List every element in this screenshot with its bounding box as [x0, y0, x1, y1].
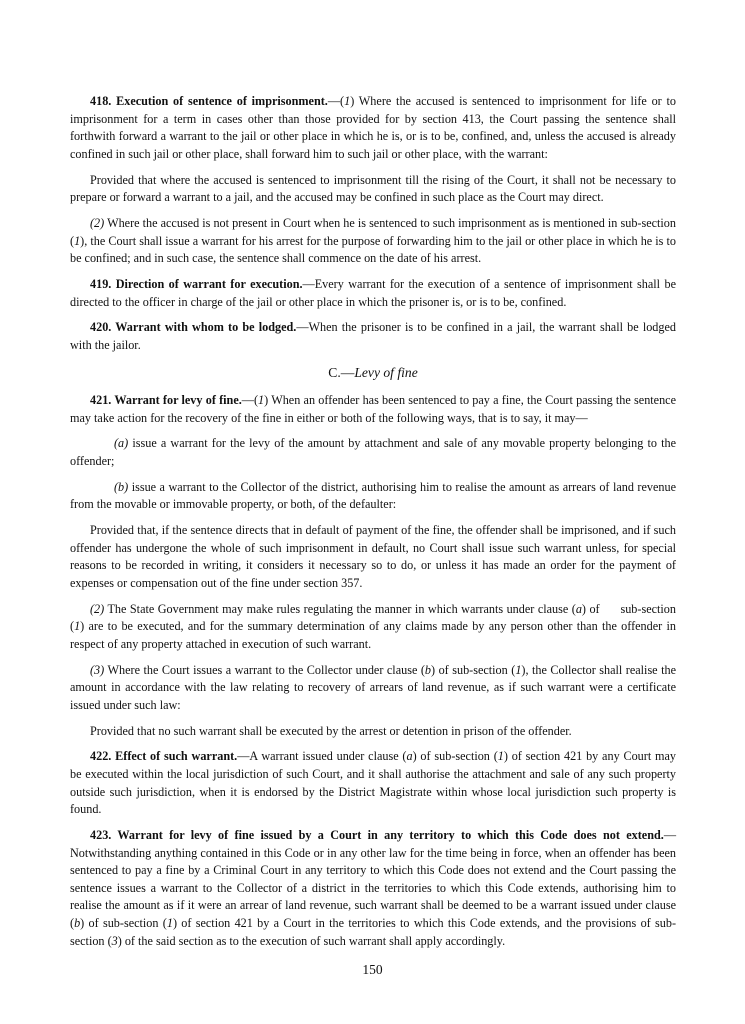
italic-run: a	[575, 601, 582, 616]
italic-run: a	[406, 749, 413, 764]
section-421-clause-b	[70, 479, 676, 514]
section-418-para-2	[70, 215, 676, 268]
section-421-para-2	[70, 601, 680, 654]
text-run: ) of sub-section (	[70, 601, 680, 634]
italic-run: 1	[515, 662, 522, 677]
section-421-para-3	[70, 662, 676, 715]
italic-run: 1	[497, 749, 504, 764]
section-418-heading: 418. Execution of sentence of imprisonment.	[90, 94, 328, 108]
text-run: Where the Court issues a warrant to the Collector under clause (	[104, 662, 425, 677]
section-419-heading: 419. Direction of warrant for execution.	[90, 276, 303, 291]
italic-run: 1	[166, 916, 173, 930]
italic-run: 1	[74, 619, 81, 634]
clause-label: (b)	[114, 479, 129, 494]
section-420	[70, 319, 676, 354]
italic-run: b	[74, 916, 81, 930]
text-run: ) of section 421 by a Court in the territories to which this Code extends, and the provisions of sub-section (	[70, 916, 677, 948]
text-run: —Every warrant for the execution of a sentence of imprisonment shall be directed to the officer in charge of the jail or other place in which the prisoner is, or is to be, confined.	[70, 276, 676, 309]
section-421-clause-a	[70, 435, 676, 470]
section-421-proviso-2: Provided that no such warrant shall be executed by the arrest or detention in prison of the offender.	[90, 723, 572, 738]
text-run: ) of sub-section (	[431, 662, 516, 677]
text-run: ) of sub-section (	[412, 749, 498, 764]
section-421-proviso-1: Provided that, if the sentence directs that in default of payment of the fine, the offender shall be imprisoned, and if such offender has undergone the whole of such imprisonment in default, no Court shall issue such warrant unless, for special reasons to be recorded in writing, it considers it necessary so to do, or unless it has made an order for the payment of expenses or compensation out of the fine under section 357.	[70, 523, 676, 590]
text-run: ) are to be executed, and for the summary determination of any claims made by any person other than the offender in respect of any property attached in execution of such warrant.	[70, 619, 676, 651]
text-run: —When the prisoner is to be confined in a jail, the warrant shall be lodged with the jailor.	[70, 320, 676, 352]
italic-run: 1	[258, 393, 265, 408]
section-418-para-1	[70, 93, 676, 163]
text-run: ) of sub-section (	[80, 916, 167, 930]
text-run: ) of the said section as to the execution of such warrant shall apply accordingly.	[117, 933, 506, 948]
section-422-heading: 422. Effect of such warrant.	[90, 749, 238, 764]
italic-run: 1	[344, 94, 351, 108]
section-421-heading: 421. Warrant for levy of fine.	[90, 393, 242, 408]
section-422	[70, 748, 676, 818]
text-run: —(	[241, 393, 259, 408]
italic-run: (2)	[90, 215, 105, 230]
section-423	[70, 827, 676, 950]
text-run: ) Where the accused is sentenced to imprisonment for life or to imprisonment for a term in cases other than those provided for by section 413, the Court passing the sentence shall forthwith forward a warrant to the jail or other place in which he is, or is to be, confined, and, unless the accused is already confined in such jail or other place, shall forward him to such jail or other place, with the warrant:	[70, 94, 676, 161]
section-420-heading: 420. Warrant with whom to be lodged.	[90, 320, 297, 335]
subheading-prefix: C.—	[328, 365, 355, 381]
page-number: 150	[362, 962, 383, 977]
text-run: ), the Court shall issue a warrant for his arrest for the purpose of forwarding him to the jail or other place in which he is to be confined; and in such case, the sentence shall commence on the date of his arrest.	[70, 233, 676, 266]
text-run: —(	[327, 94, 345, 108]
italic-run: 1	[74, 233, 81, 248]
italic-run: b	[424, 662, 432, 677]
italic-run: 3	[111, 933, 118, 948]
italic-run: (2)	[90, 601, 105, 616]
subheading-levy-of-fine	[70, 364, 676, 382]
text-run: issue a warrant to the Collector of the district, authorising him to realise the amount as arrears of land revenue from the movable or immovable property, or both, of the defaulter:	[70, 479, 676, 512]
clause-label: (a)	[114, 436, 129, 451]
text-run: — Notwithstanding anything contained in this Code or in any other law for the time being in force, when an offender has been sentenced to pay a fine by a Criminal Court in any territory to which this Code does not extend and the Court passing the sentence issues a warrant to the Collector of a district in the territories to which this Code extends, authorising him to realise the amount as if it were an arrear of land revenue, such warrant shall be deemed to be a warrant issued under clause (	[70, 828, 676, 930]
section-421-para-1	[70, 392, 676, 427]
section-423-heading: 423. Warrant for levy of fine issued by a Court in any territory to which this Code does not extend.	[90, 828, 664, 843]
section-418-proviso: Provided that where the accused is sentenced to imprisonment till the rising of the Court, it shall not be necessary to prepare or forward a warrant to a jail, and the accused may be confined in such place as the Court may direct.	[70, 172, 676, 205]
text-run: ) When an offender has been sentenced to pay a fine, the Court passing the sentence may take action for the recovery of the fine in either or both of the following ways, that is to say, it may—	[70, 393, 676, 425]
text-run: ) of section 421 by any Court may be executed within the local jurisdiction of such Court, and it shall authorise the attachment and sale of any such property outside such jurisdiction, when it is endorsed by the District Magistrate within whose local jurisdiction such property is found.	[70, 749, 677, 817]
subheading-title: Levy of fine	[354, 365, 418, 381]
italic-run: (3)	[90, 662, 105, 677]
section-419	[70, 276, 676, 311]
text-run: ), the Collector shall realise the amount in accordance with the law relating to recovery of arrears of land revenue, as if such warrant were a certificate issued under such law:	[70, 662, 676, 712]
text-run: Where the accused is not present in Court when he is sentenced to such imprisonment as is mentioned in sub-section (	[70, 215, 676, 248]
text-run: The State Government may make rules regulating the manner in which warrants under clause (	[104, 601, 576, 616]
text-run: issue a warrant for the levy of the amount by attachment and sale of any movable property belonging to the offender;	[70, 436, 676, 469]
text-run: —A warrant issued under clause (	[237, 749, 407, 764]
